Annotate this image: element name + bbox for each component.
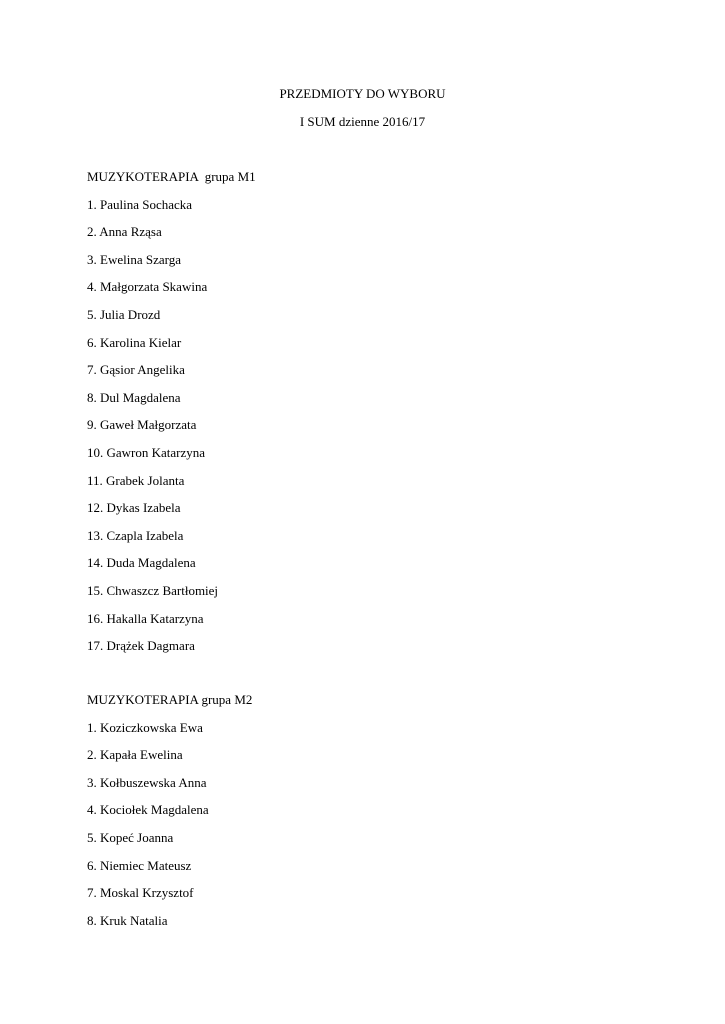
list-item: 7. Moskal Krzysztof <box>87 885 194 901</box>
list-item: 5. Kopeć Joanna <box>87 829 174 845</box>
list-item: 15. Chwaszcz Bartłomiej <box>87 582 219 598</box>
list-item: 14. Duda Magdalena <box>87 555 196 571</box>
section-heading: MUZYKOTERAPIA grupa M2 <box>87 692 253 707</box>
list-item: 5. Julia Drozd <box>87 306 161 322</box>
list-item: 2. Kapała Ewelina <box>87 747 183 763</box>
student-list <box>87 197 256 666</box>
list-item: 17. Drążek Dagmara <box>87 638 195 654</box>
list-item: 4. Małgorzata Skawina <box>87 279 208 295</box>
section-heading: MUZYKOTERAPIA grupa M1 <box>87 169 256 184</box>
list-item: 3. Ewelina Szarga <box>87 251 181 267</box>
list-item: 6. Karolina Kielar <box>87 334 182 350</box>
list-item: 16. Hakalla Katarzyna <box>87 610 204 626</box>
document-title: PRZEDMIOTY DO WYBORU <box>279 86 446 101</box>
list-item: 2. Anna Rząsa <box>87 224 162 240</box>
document-subtitle: I SUM dzienne 2016/17 <box>299 114 426 129</box>
list-item: 8. Dul Magdalena <box>87 389 181 405</box>
list-item: 3. Kołbuszewska Anna <box>87 774 207 790</box>
list-item: 12. Dykas Izabela <box>87 500 181 516</box>
list-item: 8. Kruk Natalia <box>87 912 168 928</box>
list-item: 11. Grabek Jolanta <box>87 472 185 488</box>
student-list <box>87 720 252 941</box>
list-item: 6. Niemiec Mateusz <box>87 857 192 873</box>
list-item: 9. Gaweł Małgorzata <box>87 417 197 433</box>
list-item: 13. Czapla Izabela <box>87 527 184 543</box>
section-group-m2 <box>87 692 252 940</box>
list-item: 1. Paulina Sochacka <box>87 196 193 212</box>
section-group-m1 <box>87 169 256 666</box>
list-item: 4. Kociołek Magdalena <box>87 802 209 818</box>
list-item: 1. Koziczkowska Ewa <box>87 719 203 735</box>
list-item: 7. Gąsior Angelika <box>87 362 185 378</box>
list-item: 10. Gawron Katarzyna <box>87 444 206 460</box>
